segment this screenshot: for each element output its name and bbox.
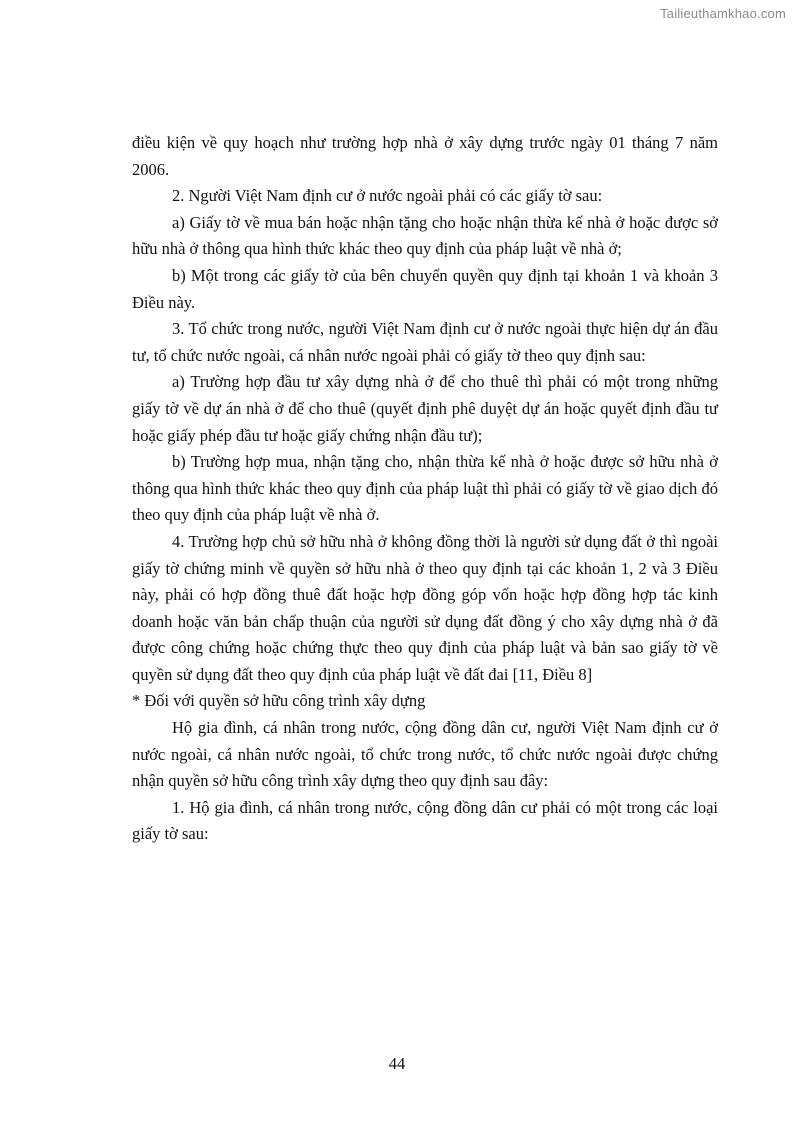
watermark-text: Tailieuthamkhao.com xyxy=(660,6,786,21)
paragraph: 4. Trường hợp chủ sở hữu nhà ở không đồng thời là người sử dụng đất ở thì ngoài giấy tờ chứng minh về quyền sở hữu nhà ở theo quy định tại các khoản 1, 2 và 3 Điều này, phải có hợp đồng thuê đất hoặc hợp đồng góp vốn hoặc hợp đồng hợp tác kinh doanh hoặc văn bản chấp thuận của người sử dụng đất đồng ý cho xây dựng nhà ở đã được công chứng hoặc chứng thực theo quy định của pháp luật và bản sao giấy tờ về quyền sử dụng đất theo quy định của pháp luật về đất đai [11, Điều 8] xyxy=(132,531,718,684)
paragraph: a) Giấy tờ về mua bán hoặc nhận tặng cho hoặc nhận thừa kế nhà ở hoặc được sở hữu nhà ở thông qua hình thức khác theo quy định của pháp luật về nhà ở; xyxy=(132,212,718,259)
paragraph: Hộ gia đình, cá nhân trong nước, cộng đồng dân cư, người Việt Nam định cư ở nước ngoài, cá nhân nước ngoài, tổ chức trong nước, tổ chức nước ngoài được chứng nhận quyền sở hữu công trình xây dựng theo quy định sau đây: xyxy=(132,718,718,791)
paragraph: 3. Tổ chức trong nước, người Việt Nam định cư ở nước ngoài thực hiện dự án đầu tư, tổ chức nước ngoài, cá nhân nước ngoài phải có giấy tờ theo quy định sau: xyxy=(132,319,718,365)
paragraph: 2. Người Việt Nam định cư ở nước ngoài phải có các giấy tờ sau: xyxy=(172,186,603,206)
paragraph: 1. Hộ gia đình, cá nhân trong nước, cộng đồng dân cư phải có một trong các loại giấy tờ sau: xyxy=(132,797,718,844)
paragraph: b) Một trong các giấy tờ của bên chuyển quyền quy định tại khoản 1 và khoản 3 Điều này. xyxy=(132,265,718,312)
section-heading: * Đối với quyền sở hữu công trình xây dựng xyxy=(132,691,426,711)
paragraph: điều kiện về quy hoạch như trường hợp nhà ở xây dựng trước ngày 01 tháng 7 năm 2006. xyxy=(132,133,718,179)
paragraph: a) Trường hợp đầu tư xây dựng nhà ở để cho thuê thì phải có một trong những giấy tờ về dự án nhà ở để cho thuê (quyết định phê duyệt dự án hoặc quyết định đầu tư hoặc giấy phép đầu tư hoặc giấy chứng nhận đầu tư); xyxy=(132,372,718,445)
page-number: 44 xyxy=(388,1054,406,1073)
paragraph: b) Trường hợp mua, nhận tặng cho, nhận thừa kế nhà ở hoặc được sở hữu nhà ở thông qua hình thức khác theo quy định của pháp luật thì phải có giấy tờ về giao dịch đó theo quy định của pháp luật về nhà ở. xyxy=(132,452,718,525)
document-body xyxy=(132,130,718,848)
